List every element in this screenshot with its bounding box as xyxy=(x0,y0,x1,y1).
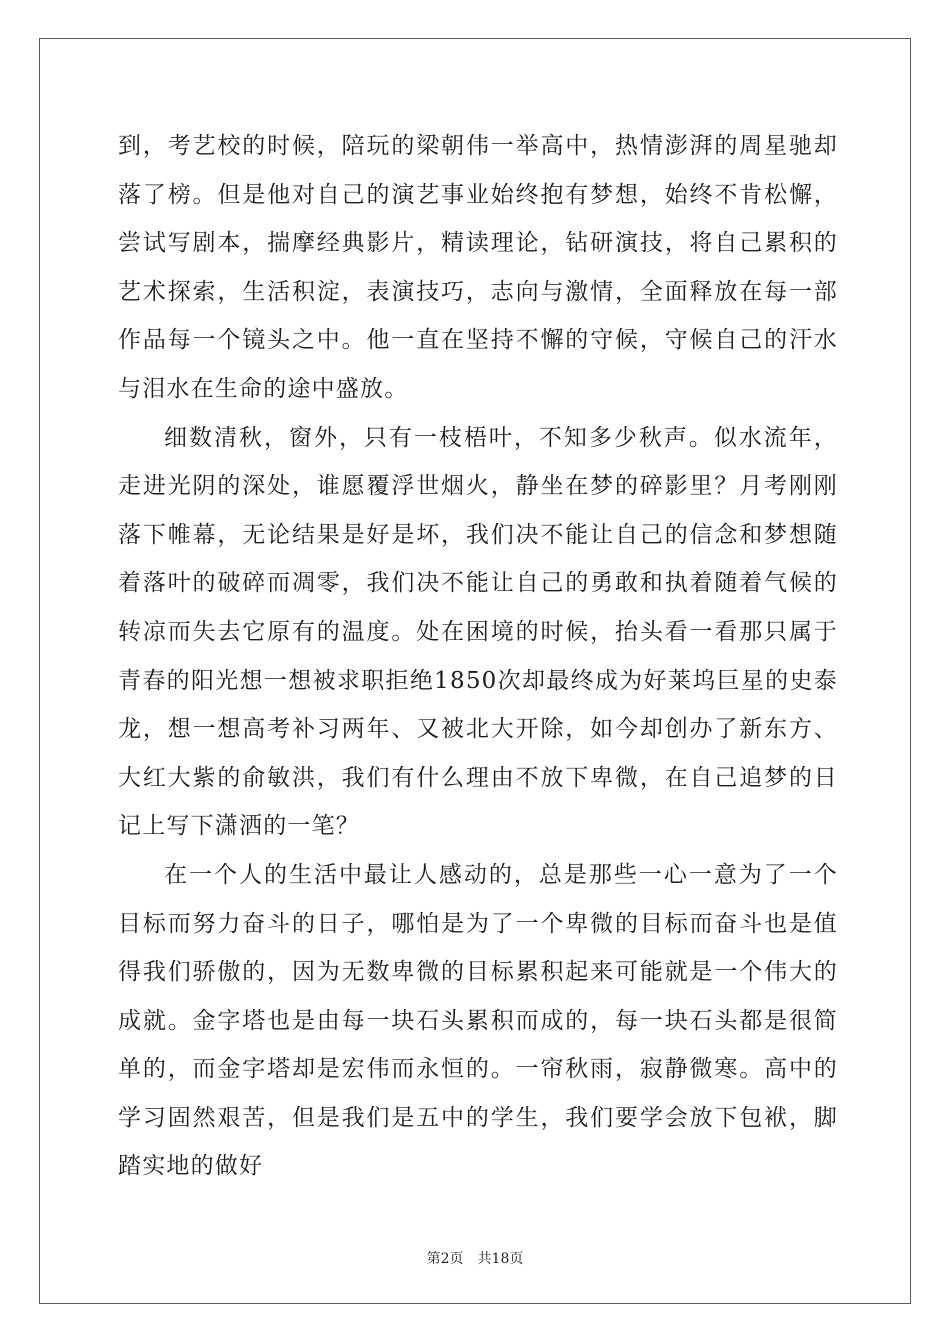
page-number: 第2页 xyxy=(426,1251,464,1267)
paragraph-3: 在一个人的生活中最让人感动的，总是那些一心一意为了一个目标而努力奋斗的日子，哪怕是为了一个卑微的目标而奋斗也是值得我们骄傲的，因为无数卑微的目标累积起来可能就是一个伟大的成就。金字塔也是由每一块石头累积而成的，每一块石头都是很简单的，而金字塔却是宏伟而永恒的。一帘秋雨，寂静微寒。高中的学习固然艰苦，但是我们是五中的学生，我们要学会放下包袱，脚踏实地的做好 xyxy=(118,861,838,1180)
total-pages: 共18页 xyxy=(477,1251,524,1267)
document-body xyxy=(118,122,838,1191)
page-footer xyxy=(0,1248,950,1268)
paragraph-1: 到，考艺校的时候，陪玩的梁朝伟一举高中，热情澎湃的周星驰却落了榜。但是他对自己的演艺事业始终抱有梦想，始终不肯松懈，尝试写剧本，揣摩经典影片，精读理论，钻研演技，将自己累积的艺术探索，生活积淀，表演技巧，志向与激情，全面释放在每一部作品每一个镜头之中。他一直在坚持不懈的守候，守候自己的汗水与泪水在生命的途中盛放。 xyxy=(118,133,838,402)
paragraph-2: 细数清秋，窗外，只有一枝梧叶，不知多少秋声。似水流年，走进光阴的深处，谁愿覆浮世烟火，静坐在梦的碎影里？月考刚刚落下帷幕，无论结果是好是坏，我们决不能让自己的信念和梦想随着落叶的破碎而凋零，我们决不能让自己的勇敢和执着随着气候的转凉而失去它原有的温度。处在困境的时候，抬头看一看那只属于青春的阳光想一想被求职拒绝1850次却最终成为好莱坞巨星的史泰龙，想一想高考补习两年、又被北大开除，如今却创办了新东方、大红大紫的俞敏洪，我们有什么理由不放下卑微，在自己追梦的日记上写下潇洒的一笔？ xyxy=(118,424,838,840)
